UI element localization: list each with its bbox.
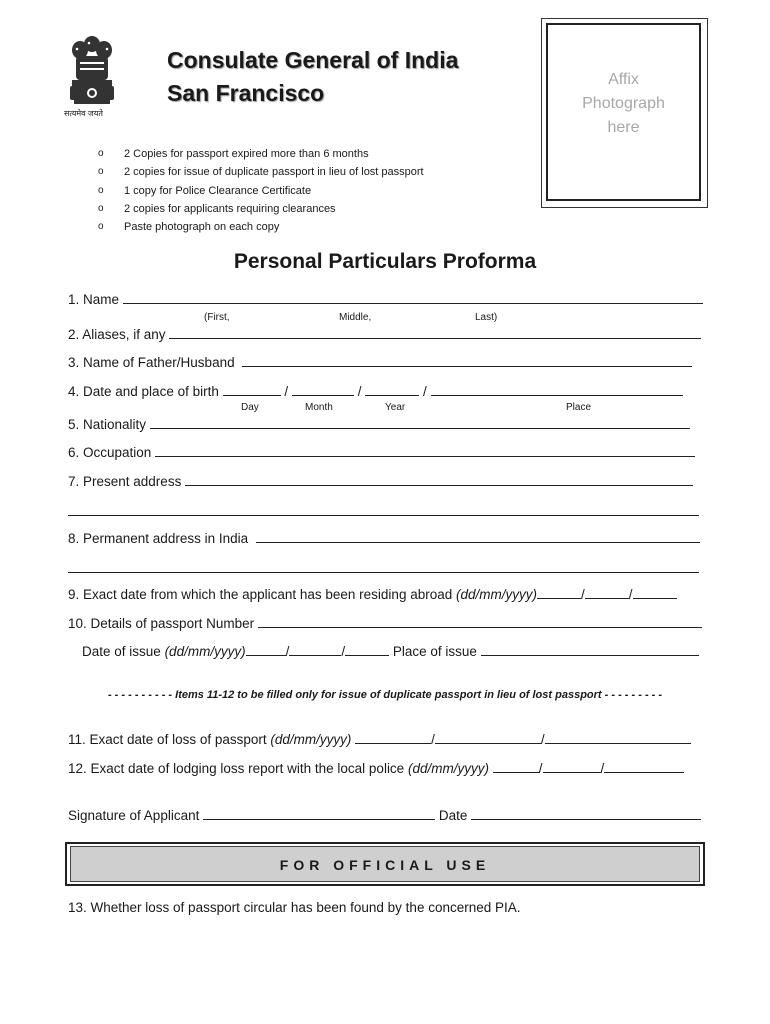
- consulate-line-2: San Francisco: [167, 80, 325, 106]
- present-address-line-2[interactable]: [68, 515, 699, 516]
- birth-hint-year: Year: [385, 402, 406, 413]
- loss-day-input[interactable]: [355, 731, 431, 744]
- issue-date-label: Date of issue: [82, 644, 161, 659]
- field-aliases-input[interactable]: [169, 326, 701, 339]
- signature-row: [68, 807, 701, 823]
- field-residing-label: 9. Exact date from which the applicant has been residing abroad: [68, 587, 453, 602]
- instruction-text: 2 copies for issue of duplicate passport in lieu of lost passport: [124, 166, 424, 179]
- residing-month-input[interactable]: [585, 586, 629, 599]
- issue-place-label: Place of issue: [392, 644, 477, 659]
- field-pia-label: 13. Whether loss of passport circular has been found by the concerned PIA.: [68, 900, 521, 915]
- field-occupation-row: [68, 444, 695, 460]
- bullet-icon: o: [98, 166, 104, 178]
- instruction-text: 1 copy for Police Clearance Certificate: [124, 184, 312, 197]
- field-occupation-input[interactable]: [155, 444, 695, 457]
- slash: /: [422, 384, 427, 399]
- loss-year-input[interactable]: [545, 731, 691, 744]
- field-loss-report-row: [68, 760, 684, 776]
- bullet-icon: o: [98, 148, 104, 159]
- field-permanent-address-input[interactable]: [256, 530, 700, 543]
- instructions-list: [98, 145, 424, 236]
- list-item: [98, 200, 424, 218]
- report-year-input[interactable]: [604, 760, 684, 773]
- field-pia-row: [68, 900, 521, 915]
- report-month-input[interactable]: [543, 760, 601, 773]
- field-father-input[interactable]: [242, 354, 692, 367]
- residing-year-input[interactable]: [633, 586, 677, 599]
- report-day-input[interactable]: [493, 760, 539, 773]
- date-format-hint: (dd/mm/yyyy): [456, 587, 538, 602]
- birth-hint-day: Day: [241, 402, 259, 413]
- photo-box-label: [546, 68, 701, 140]
- slash: /: [285, 644, 290, 659]
- field-father-row: [68, 354, 692, 370]
- field-nationality-label: 5. Nationality: [68, 417, 147, 432]
- list-item: [98, 218, 424, 236]
- field-loss-report-label: 12. Exact date of lodging loss report with the local police: [68, 761, 405, 776]
- field-present-address-row: [68, 473, 693, 489]
- residing-day-input[interactable]: [537, 586, 581, 599]
- field-birth-label: 4. Date and place of birth: [68, 384, 219, 399]
- issue-month-input[interactable]: [289, 643, 341, 656]
- signature-label: Signature of Applicant: [68, 808, 200, 823]
- emblem-motto: सत्यमेव जयते: [64, 109, 103, 118]
- permanent-address-line-2[interactable]: [68, 572, 699, 573]
- consulate-line-1: Consulate General of India: [167, 47, 459, 73]
- date-format-hint: (dd/mm/yyyy): [270, 732, 352, 747]
- list-item: [98, 182, 424, 200]
- birth-month-input[interactable]: [292, 383, 354, 396]
- duplicate-section-note: - - - - - - - - - - Items 11-12 to be filled only for issue of duplicate passport in lieu of lost passport - - - - - - - - -: [107, 689, 663, 701]
- birth-place-input[interactable]: [431, 383, 683, 396]
- field-permanent-address-row: [68, 530, 700, 546]
- photo-label-line-1: Affix: [608, 71, 639, 88]
- field-passport-label: 10. Details of passport Number: [68, 616, 255, 631]
- list-item: [98, 145, 424, 163]
- field-aliases-row: [68, 326, 701, 342]
- issue-day-input[interactable]: [246, 643, 286, 656]
- field-birth-row: [68, 383, 683, 399]
- field-permanent-address-label: 8. Permanent address in India: [68, 531, 249, 546]
- field-aliases-label: 2. Aliases, if any: [68, 327, 166, 342]
- slash: /: [600, 761, 605, 776]
- slash: /: [540, 732, 545, 747]
- field-issue-row: [82, 643, 699, 659]
- field-name-row: [68, 291, 703, 307]
- date-format-hint: (dd/mm/yyyy): [407, 761, 489, 776]
- birth-hint-month: Month: [305, 402, 333, 413]
- issue-place-input[interactable]: [481, 643, 699, 656]
- field-passport-row: [68, 615, 702, 631]
- official-use-banner: FOR OFFICIAL USE: [70, 846, 700, 882]
- field-father-label: 3. Name of Father/Husband: [68, 355, 235, 370]
- bullet-icon: o: [98, 184, 104, 196]
- consulate-heading: [167, 44, 458, 110]
- instruction-text: 2 copies for applicants requiring clearances: [124, 202, 336, 215]
- signature-date-input[interactable]: [471, 807, 701, 820]
- slash: /: [431, 732, 435, 747]
- date-format-hint: (dd/mm/yyyy): [164, 644, 246, 659]
- instruction-text: 2 Copies for passport expired more than 6 months: [124, 148, 369, 160]
- slash: /: [341, 644, 346, 659]
- name-hint-middle: Middle,: [339, 312, 372, 323]
- field-present-address-label: 7. Present address: [68, 474, 182, 489]
- list-item: [98, 163, 424, 181]
- field-loss-date-label: 11. Exact date of loss of passport: [68, 732, 267, 747]
- field-present-address-input[interactable]: [185, 473, 693, 486]
- field-nationality-row: [68, 416, 690, 432]
- photo-label-line-3: here: [607, 119, 640, 136]
- field-passport-input[interactable]: [258, 615, 702, 628]
- name-hint-last: Last): [475, 312, 498, 323]
- slash: /: [538, 761, 543, 776]
- bullet-icon: o: [98, 202, 104, 214]
- birth-day-input[interactable]: [223, 383, 281, 396]
- issue-year-input[interactable]: [345, 643, 389, 656]
- signature-input[interactable]: [203, 807, 435, 820]
- field-loss-date-row: [68, 731, 691, 747]
- slash: /: [581, 587, 585, 602]
- field-occupation-label: 6. Occupation: [68, 445, 152, 460]
- field-nationality-input[interactable]: [150, 416, 690, 429]
- birth-hint-place: Place: [566, 402, 592, 413]
- signature-date-label: Date: [438, 808, 468, 823]
- slash: /: [628, 587, 633, 602]
- loss-month-input[interactable]: [435, 731, 541, 744]
- field-name-label: 1. Name: [68, 292, 120, 307]
- slash: /: [357, 384, 362, 399]
- form-title: Personal Particulars Proforma: [233, 250, 537, 273]
- birth-year-input[interactable]: [365, 383, 419, 396]
- field-residing-row: [68, 586, 677, 602]
- name-hint-first: (First,: [204, 312, 230, 323]
- field-name-input[interactable]: [123, 291, 703, 304]
- instruction-text: Paste photograph on each copy: [124, 221, 280, 234]
- bullet-icon: o: [98, 221, 104, 233]
- photo-label-line-2: Photograph: [582, 95, 665, 112]
- slash: /: [284, 384, 289, 399]
